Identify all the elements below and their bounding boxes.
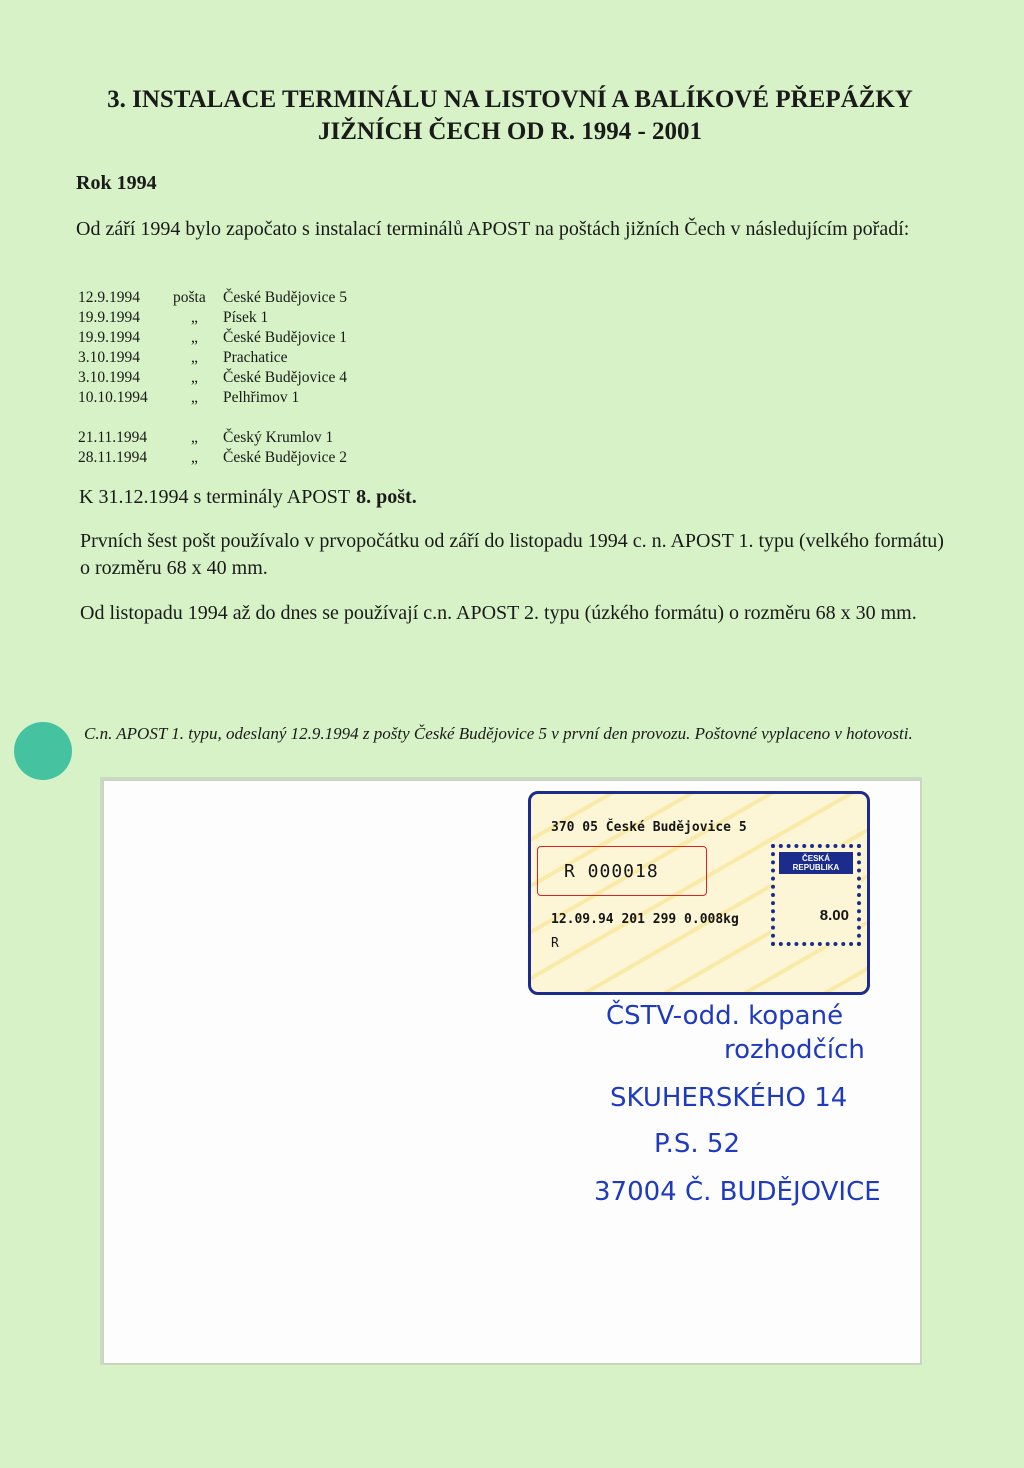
address-line-3: SKUHERSKÉHO 14 — [610, 1083, 848, 1113]
install-date: 3.10.1994 — [78, 369, 140, 386]
list-item — [78, 328, 347, 348]
install-prefix: „ — [191, 389, 198, 406]
stamp-country: ČESKÁ REPUBLIKA — [779, 852, 853, 874]
meter-data-line: 12.09.94 201 299 0.008kg — [551, 912, 739, 927]
install-office: Písek 1 — [223, 309, 269, 326]
paragraph-type-1: Prvních šest pošt používalo v prvopočátku od září do listopadu 1994 c. n. APOST 1. typu (velkého formátu) o rozměru 68 x 40 mm. — [80, 530, 944, 579]
install-date: 10.10.1994 — [78, 389, 148, 406]
install-prefix: „ — [191, 349, 198, 366]
summary-count: 8. pošt. — [356, 486, 417, 508]
meter-office-line: 370 05 České Budějovice 5 — [551, 820, 747, 835]
address-line-1: ČSTV-odd. kopané — [606, 1001, 844, 1031]
summary-line — [79, 486, 417, 509]
install-office: Prachatice — [223, 349, 288, 366]
install-prefix: „ — [191, 429, 198, 446]
meter-r-mark: R — [551, 936, 559, 951]
address-line-2: rozhodčích — [724, 1035, 865, 1065]
install-date: 12.9.1994 — [78, 289, 140, 306]
install-office: České Budějovice 4 — [223, 369, 347, 386]
install-prefix: „ — [191, 369, 198, 386]
teal-circle-marker — [14, 722, 72, 780]
install-prefix: pošta — [173, 289, 206, 306]
envelope-image — [104, 781, 920, 1363]
install-date: 19.9.1994 — [78, 329, 140, 346]
install-date: 28.11.1994 — [78, 449, 148, 466]
list-item — [78, 368, 347, 388]
install-date: 3.10.1994 — [78, 349, 140, 366]
address-line-4: P.S. 52 — [654, 1129, 741, 1159]
install-office: Pelhřimov 1 — [223, 389, 300, 406]
registration-label: R 000018 — [537, 846, 707, 896]
list-item — [78, 448, 347, 468]
title-line-2: JIŽNÍCH ČECH OD R. 1994 - 2001 — [317, 118, 703, 145]
postage-stamp-frame — [771, 844, 861, 946]
install-office: České Budějovice 2 — [223, 449, 347, 466]
install-date: 19.9.1994 — [78, 309, 140, 326]
install-office: České Budějovice 5 — [223, 289, 347, 306]
install-prefix: „ — [191, 329, 198, 346]
list-item — [78, 288, 347, 308]
install-prefix: „ — [191, 309, 198, 326]
meter-stamp — [528, 791, 870, 995]
summary-text: K 31.12.1994 s terminály APOST — [79, 486, 351, 508]
title-line-1: 3. INSTALACE TERMINÁLU NA LISTOVNÍ A BALÍKOVÉ PŘEPÁŽKY — [107, 86, 913, 113]
paragraph-type-2: Od listopadu 1994 až do dnes se používají c.n. APOST 2. typu (úzkého formátu) o rozměru 68 x 30 mm. — [80, 602, 917, 624]
address-line-5: 37004 Č. BUDĚJOVICE — [594, 1177, 881, 1207]
envelope-caption: C.n. APOST 1. typu, odeslaný 12.9.1994 z pošty České Budějovice 5 v první den provozu. Poštovné vyplaceno v hotovosti. — [84, 724, 913, 743]
installation-list — [78, 288, 347, 468]
list-item — [78, 388, 347, 408]
install-date: 21.11.1994 — [78, 429, 148, 446]
page-title — [60, 84, 960, 148]
install-office: České Budějovice 1 — [223, 329, 347, 346]
install-prefix: „ — [191, 449, 198, 466]
list-item — [78, 348, 347, 368]
list-item — [78, 308, 347, 328]
install-office: Český Krumlov 1 — [223, 429, 334, 446]
year-heading: Rok 1994 — [76, 172, 157, 194]
stamp-amount: 8.00 — [819, 907, 849, 924]
list-item — [78, 428, 347, 448]
intro-paragraph: Od září 1994 bylo započato s instalací terminálů APOST na poštách jižních Čech v následujícím pořadí: — [76, 218, 910, 240]
